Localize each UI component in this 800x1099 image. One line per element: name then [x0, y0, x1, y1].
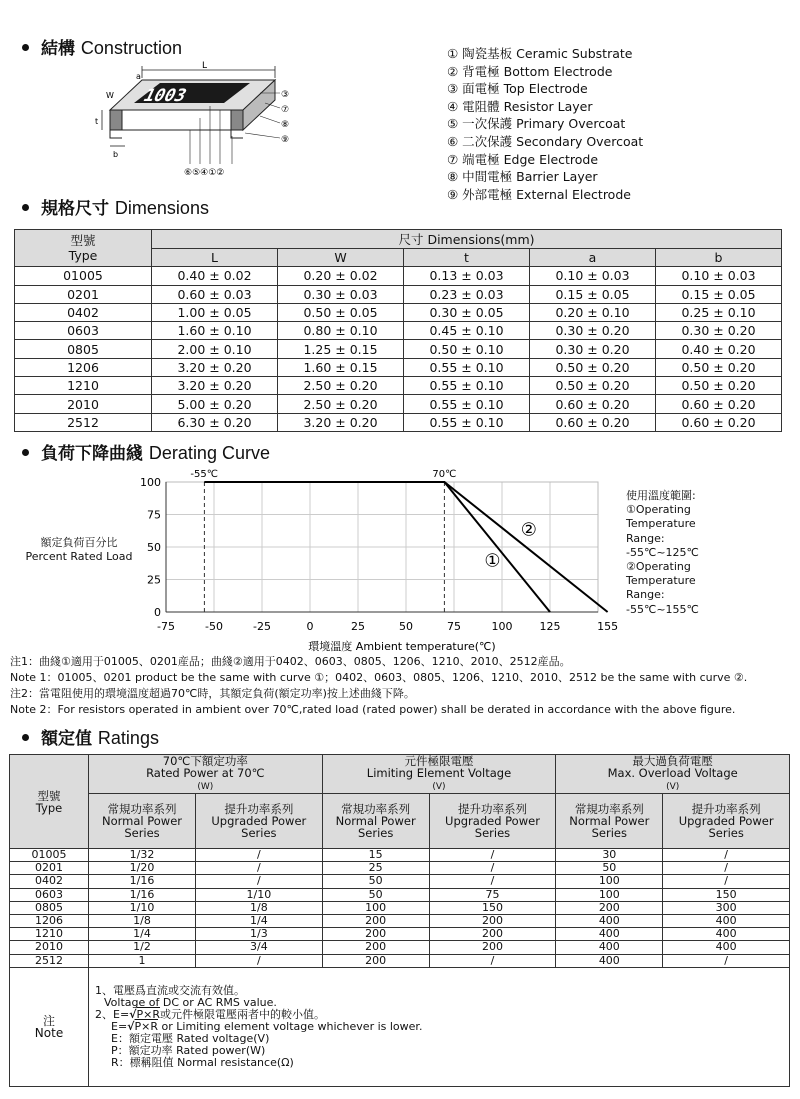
legend-item: ④ 電阻體 Resistor Layer: [447, 98, 593, 114]
dimension-cell: 1.60 ± 0.10: [152, 322, 278, 340]
construction-heading: [22, 34, 182, 59]
subheader-en2: Series: [124, 826, 160, 840]
dimension-cell: 0.55 ± 0.10: [404, 358, 530, 376]
legend-item: ① 陶瓷基板 Ceramic Substrate: [447, 46, 633, 61]
side-note-line: -55℃~155℃: [626, 602, 699, 616]
rating-cell: /: [429, 862, 556, 875]
type-cell: 2512: [15, 413, 152, 431]
dimension-cell: 0.55 ± 0.10: [404, 377, 530, 395]
legend-item: ⑤ 一次保護 Primary Overcoat: [447, 116, 626, 132]
y-tick-label: 50: [147, 541, 161, 554]
note-line: 注2：當電阻使用的環境溫度超過70℃時，其額定負荷(額定功率)按上述曲綫下降。: [10, 687, 415, 700]
table-row: [15, 377, 782, 395]
table-row: [10, 862, 790, 875]
type-cell: 01005: [15, 267, 152, 285]
rating-cell: 1/8: [196, 901, 323, 914]
dimensions-table: [14, 229, 782, 432]
table-row: [15, 267, 782, 285]
subheader-zh: 提升功率系列: [457, 802, 527, 816]
operating-range-note: [626, 489, 699, 617]
dimension-cell: 0.30 ± 0.20: [656, 322, 782, 340]
rating-cell: 15: [322, 849, 429, 862]
legend-item: ⑨ 外部電極 External Electrode: [447, 186, 631, 202]
subheader-en2: Series: [241, 826, 277, 840]
group-zh: 最大過負荷電壓: [632, 754, 713, 768]
rating-cell: 50: [322, 875, 429, 888]
dimension-cell: 0.20 ± 0.02: [278, 267, 404, 285]
dim-L-label: L: [202, 61, 208, 71]
dimension-cell: 1.60 ± 0.15: [278, 358, 404, 376]
table-row: [10, 849, 790, 862]
type-cell: 1210: [10, 928, 89, 941]
x-axis-label: 環境溫度 Ambient temperature(℃): [308, 640, 496, 653]
x-tick-label: 75: [447, 620, 461, 633]
rating-cell: 400: [663, 914, 790, 927]
type-cell: 0402: [15, 303, 152, 321]
derating-heading: [22, 439, 270, 464]
rating-cell: 1/3: [196, 928, 323, 941]
type-cell: 2010: [10, 941, 89, 954]
group-zh: 70℃下額定功率: [162, 754, 248, 768]
dimension-cell: 1.25 ± 0.15: [278, 340, 404, 358]
note-zh: 注: [42, 1013, 55, 1028]
type-cell: 1206: [10, 914, 89, 927]
legend-item: ⑥ 二次保護 Secondary Overcoat: [447, 133, 644, 149]
dimensions-heading: [22, 194, 209, 219]
bullet-icon: [22, 204, 29, 211]
dimension-cell: 0.50 ± 0.20: [530, 358, 656, 376]
type-cell: 0603: [15, 322, 152, 340]
rating-cell: 400: [556, 954, 663, 967]
subheader-en2: Series: [708, 826, 744, 840]
dimension-cell: 2.50 ± 0.20: [278, 395, 404, 413]
col-header: L: [152, 249, 278, 267]
dimension-cell: 3.20 ± 0.20: [278, 413, 404, 431]
dimension-cell: 0.25 ± 0.10: [656, 303, 782, 321]
rating-cell: 300: [663, 901, 790, 914]
type-cell: 0201: [15, 285, 152, 303]
type-header: [10, 755, 89, 849]
note-label: [10, 967, 89, 1086]
note-en: Note: [34, 1025, 64, 1040]
side-note-line: Temperature: [626, 574, 696, 588]
rating-cell: /: [663, 954, 790, 967]
curve-1-label: ①: [484, 550, 501, 572]
x-tick-label: 125: [539, 620, 561, 633]
dimension-cell: 0.50 ± 0.20: [530, 377, 656, 395]
construction-legend: [447, 45, 643, 203]
subheader-en1: Upgraded Power: [445, 814, 540, 828]
heading-en: Ratings: [97, 728, 159, 748]
type-header: [15, 230, 152, 267]
rating-cell: 1/4: [196, 914, 323, 927]
formula-prefix: E=: [111, 1019, 128, 1033]
marker-label-70: 70℃: [432, 469, 457, 480]
rating-cell: 100: [556, 875, 663, 888]
side-note-line: Range:: [626, 531, 665, 545]
x-tick-label: 50: [399, 620, 413, 633]
subheader-zh: 常規功率系列: [341, 802, 411, 816]
rating-cell: 75: [429, 888, 556, 901]
type-cell: 0603: [10, 888, 89, 901]
side-note-line: Temperature: [626, 517, 696, 531]
bullet-icon: [22, 44, 29, 51]
col-header: W: [278, 249, 404, 267]
dimension-cell: 0.60 ± 0.20: [530, 413, 656, 431]
rating-cell: 200: [322, 914, 429, 927]
group-header-overload-voltage: [556, 755, 790, 794]
table-row: [10, 928, 790, 941]
rating-cell: 150: [429, 901, 556, 914]
dimension-cell: 0.60 ± 0.20: [656, 413, 782, 431]
heading-en: Derating Curve: [148, 443, 270, 463]
group-en: Limiting Element Voltage: [366, 766, 512, 780]
side-note-line: ①Operating: [626, 503, 691, 517]
callout-9: ⑨: [281, 135, 290, 145]
rating-cell: 200: [322, 954, 429, 967]
subheader-en2: Series: [357, 826, 394, 840]
dimension-cell: 0.50 ± 0.20: [656, 358, 782, 376]
note-line: Voltage of DC or AC RMS value.: [104, 995, 277, 1009]
marking-text: 1003: [139, 85, 190, 106]
type-en: Type: [35, 800, 63, 815]
type-cell: 1206: [15, 358, 152, 376]
type-cell: 01005: [10, 849, 89, 862]
legend-item: ⑧ 中間電極 Barrier Layer: [447, 169, 598, 185]
note-line: 注1：曲綫①適用于01005、0201産品；曲綫②適用于0402、0603、0805、1206、1210、2010、2512産品。: [10, 655, 571, 668]
callout-8: ⑧: [281, 120, 290, 130]
rating-cell: 1/16: [89, 875, 196, 888]
rating-cell: /: [429, 954, 556, 967]
rating-cell: 400: [663, 928, 790, 941]
col-header: b: [656, 249, 782, 267]
dim-b-label: b: [113, 150, 119, 159]
ratings-table: [9, 754, 790, 1087]
dimension-cell: 3.20 ± 0.20: [152, 358, 278, 376]
rating-cell: 200: [429, 928, 556, 941]
normal-series-header: [322, 794, 429, 849]
table-row: [15, 285, 782, 303]
rating-cell: 200: [429, 941, 556, 954]
rating-cell: 1: [89, 954, 196, 967]
type-en: Type: [68, 248, 98, 264]
subheader-zh: 提升功率系列: [224, 802, 294, 816]
rating-cell: /: [196, 954, 323, 967]
bullet-icon: [22, 734, 29, 741]
dimension-cell: 0.23 ± 0.03: [404, 285, 530, 303]
rating-cell: /: [196, 875, 323, 888]
side-note-line: -55℃~125℃: [626, 545, 699, 559]
rating-cell: 1/8: [89, 914, 196, 927]
x-tick-label: 100: [491, 620, 513, 633]
dimension-cell: 0.40 ± 0.02: [152, 267, 278, 285]
table-row: [15, 322, 782, 340]
type-zh: 型號: [37, 788, 61, 803]
dimension-cell: 6.30 ± 0.20: [152, 413, 278, 431]
dimension-cell: 0.50 ± 0.20: [656, 377, 782, 395]
dimension-cell: 0.60 ± 0.03: [152, 285, 278, 303]
rating-cell: 50: [556, 862, 663, 875]
group-zh: 元件極限電壓: [404, 754, 474, 768]
group-unit: (V): [666, 782, 680, 792]
dimension-cell: 0.80 ± 0.10: [278, 322, 404, 340]
rating-cell: /: [663, 862, 790, 875]
formula-suffix: or Limiting element voltage whichever is lower.: [158, 1019, 423, 1033]
dimension-cell: 0.13 ± 0.03: [404, 267, 530, 285]
side-note-line: ②Operating: [626, 560, 691, 574]
side-note-line: Range:: [626, 588, 665, 602]
subheader-zh: 常規功率系列: [107, 802, 177, 816]
subheader-en1: Normal Power: [569, 814, 650, 828]
bullet-icon: [22, 449, 29, 456]
type-cell: 1210: [15, 377, 152, 395]
table-row: [10, 914, 790, 927]
dimension-cell: 0.30 ± 0.20: [530, 322, 656, 340]
y-tick-label: 100: [140, 476, 161, 489]
rating-cell: /: [663, 875, 790, 888]
dimension-cell: 0.15 ± 0.05: [656, 285, 782, 303]
col-header: a: [530, 249, 656, 267]
group-en: Max. Overload Voltage: [607, 766, 738, 780]
dimension-cell: 0.40 ± 0.20: [656, 340, 782, 358]
formula-prefix: 2、E=: [95, 1007, 130, 1021]
normal-series-header: [89, 794, 196, 849]
formula-suffix: 或元件極限電壓兩者中的較小值。: [160, 1007, 326, 1021]
rating-cell: 1/10: [89, 901, 196, 914]
dimension-cell: 0.20 ± 0.10: [530, 303, 656, 321]
y-tick-label: 75: [147, 508, 161, 522]
derating-notes: [10, 654, 795, 718]
rating-cell: 200: [429, 914, 556, 927]
formula-root: P×R: [136, 1007, 161, 1021]
dimension-cell: 0.10 ± 0.03: [530, 267, 656, 285]
table-row: [15, 395, 782, 413]
curve-2-label: ②: [520, 519, 537, 541]
formula-root: P×R: [134, 1019, 159, 1033]
upgraded-series-header: [663, 794, 790, 849]
y-tick-label: 0: [154, 606, 161, 619]
x-tick-label: -75: [157, 620, 175, 633]
note-line-formula-en: [95, 1021, 783, 1033]
rating-cell: 200: [322, 928, 429, 941]
type-cell: 0402: [10, 875, 89, 888]
group-unit: (V): [432, 782, 446, 792]
subheader-en1: Upgraded Power: [211, 814, 307, 828]
table-row: [15, 340, 782, 358]
rating-cell: 1/4: [89, 928, 196, 941]
heading-zh: 負荷下降曲綫: [41, 444, 143, 464]
marker-label-minus55: -55℃: [190, 469, 218, 480]
dim-t-label: t: [95, 117, 99, 126]
type-cell: 0201: [10, 862, 89, 875]
dimension-cell: 0.50 ± 0.10: [404, 340, 530, 358]
rating-cell: 1/16: [89, 888, 196, 901]
ylabel-zh: 額定負荷百分比: [40, 536, 118, 549]
rating-cell: 1/32: [89, 849, 196, 862]
table-row: [15, 303, 782, 321]
group-header-rated-power: [89, 755, 323, 794]
subheader-en1: Upgraded Power: [678, 814, 774, 828]
derating-chart: [130, 462, 620, 654]
dim-a-label: a: [136, 72, 141, 81]
legend-item: ③ 面電極 Top Electrode: [447, 81, 588, 97]
rating-cell: /: [196, 862, 323, 875]
table-row: [10, 901, 790, 914]
rating-cell: /: [429, 849, 556, 862]
dimension-cell: 2.50 ± 0.20: [278, 377, 404, 395]
note-line: P：額定功率 Rated power(W): [111, 1043, 266, 1057]
rating-cell: 50: [322, 888, 429, 901]
callout-3: ③: [281, 90, 290, 100]
type-cell: 2010: [15, 395, 152, 413]
rating-cell: /: [663, 849, 790, 862]
table-row: [10, 954, 790, 967]
ratings-heading: [22, 724, 159, 749]
rating-cell: 200: [322, 941, 429, 954]
x-tick-label: 25: [351, 620, 365, 633]
heading-zh: 額定值: [41, 729, 92, 749]
dimensions-group-header: 尺寸 Dimensions(mm): [152, 230, 782, 249]
subheader-en1: Normal Power: [335, 814, 416, 828]
rating-cell: 200: [556, 901, 663, 914]
dimension-cell: 0.30 ± 0.05: [404, 303, 530, 321]
dimension-cell: 0.55 ± 0.10: [404, 395, 530, 413]
x-tick-label: -25: [253, 620, 271, 633]
rating-cell: 1/10: [196, 888, 323, 901]
x-tick-label: -50: [205, 620, 223, 633]
note-line: 1、電壓爲直流或交流有效值。: [95, 983, 245, 997]
y-tick-label: 25: [147, 573, 161, 587]
dimension-cell: 0.30 ± 0.03: [278, 285, 404, 303]
dimension-cell: 0.50 ± 0.05: [278, 303, 404, 321]
col-header: t: [404, 249, 530, 267]
dimension-cell: 0.55 ± 0.10: [404, 413, 530, 431]
dimension-cell: 0.30 ± 0.20: [530, 340, 656, 358]
table-row: [10, 888, 790, 901]
sqrt-icon: √: [127, 1019, 135, 1033]
dimension-cell: 2.00 ± 0.10: [152, 340, 278, 358]
rating-cell: 1/2: [89, 941, 196, 954]
rating-cell: 150: [663, 888, 790, 901]
legend-item: ⑦ 端電極 Edge Electrode: [447, 151, 599, 167]
upgraded-series-header: [429, 794, 556, 849]
legend-item: ② 背電極 Bottom Electrode: [447, 63, 613, 79]
normal-series-header: [556, 794, 663, 849]
rating-cell: 3/4: [196, 941, 323, 954]
note-line: E：額定電壓 Rated voltage(V): [111, 1031, 270, 1045]
dimension-cell: 0.45 ± 0.10: [404, 322, 530, 340]
dim-W-label: W: [106, 91, 114, 100]
x-tick-label: 155: [597, 620, 619, 633]
heading-en: Dimensions: [114, 198, 209, 218]
table-row: [15, 413, 782, 431]
rating-cell: 400: [556, 941, 663, 954]
rating-cell: /: [196, 849, 323, 862]
rating-cell: 400: [663, 941, 790, 954]
sqrt-icon: √: [129, 1007, 137, 1021]
note-line: R：標稱阻值 Normal resistance(Ω): [111, 1055, 294, 1069]
note-line: Note 1：01005、0201 product be the same with curve ①；0402、0603、0805、1206、1210、2010、2512 be the same with curve ②.: [10, 671, 748, 684]
rating-cell: 100: [556, 888, 663, 901]
dimension-cell: 0.60 ± 0.20: [656, 395, 782, 413]
bottom-callouts: ⑥⑤④①②: [184, 168, 225, 178]
ratings-note: [89, 967, 790, 1086]
heading-en: Construction: [80, 38, 182, 58]
subheader-en2: Series: [474, 826, 511, 840]
table-row: [10, 875, 790, 888]
dimension-cell: 5.00 ± 0.20: [152, 395, 278, 413]
dimension-cell: 0.10 ± 0.03: [656, 267, 782, 285]
table-row: [10, 941, 790, 954]
rating-cell: 100: [322, 901, 429, 914]
rating-cell: 25: [322, 862, 429, 875]
ylabel-en: Percent Rated Load: [25, 550, 133, 563]
heading-zh: 結構: [41, 39, 75, 59]
group-en: Rated Power at 70℃: [146, 766, 265, 780]
type-zh: 型號: [70, 233, 96, 249]
x-tick-label: 0: [306, 620, 314, 633]
note-line: Note 2：For resistors operated in ambient over 70℃,rated load (rated power) shall be derated in accordance with the above figure.: [10, 703, 736, 716]
callout-7: ⑦: [281, 105, 290, 115]
table-row: [15, 358, 782, 376]
subheader-zh: 常規功率系列: [574, 802, 644, 816]
group-unit: (W): [197, 782, 214, 792]
rating-cell: 400: [556, 914, 663, 927]
group-header-limiting-voltage: [322, 755, 556, 794]
rating-cell: 30: [556, 849, 663, 862]
upgraded-series-header: [196, 794, 323, 849]
construction-diagram: [95, 58, 300, 183]
y-axis-label: [20, 536, 138, 564]
dimension-cell: 3.20 ± 0.20: [152, 377, 278, 395]
dimension-cell: 0.15 ± 0.05: [530, 285, 656, 303]
subheader-en1: Normal Power: [101, 814, 183, 828]
side-note-line: 使用溫度範圍:: [626, 489, 696, 502]
dimension-cell: 0.60 ± 0.20: [530, 395, 656, 413]
subheader-en2: Series: [591, 826, 627, 840]
rating-cell: /: [429, 875, 556, 888]
subheader-zh: 提升功率系列: [691, 802, 761, 816]
rating-cell: 1/20: [89, 862, 196, 875]
heading-zh: 規格尺寸: [41, 199, 109, 219]
rating-cell: 400: [556, 928, 663, 941]
type-cell: 2512: [10, 954, 89, 967]
type-cell: 0805: [10, 901, 89, 914]
dimension-cell: 1.00 ± 0.05: [152, 303, 278, 321]
type-cell: 0805: [15, 340, 152, 358]
